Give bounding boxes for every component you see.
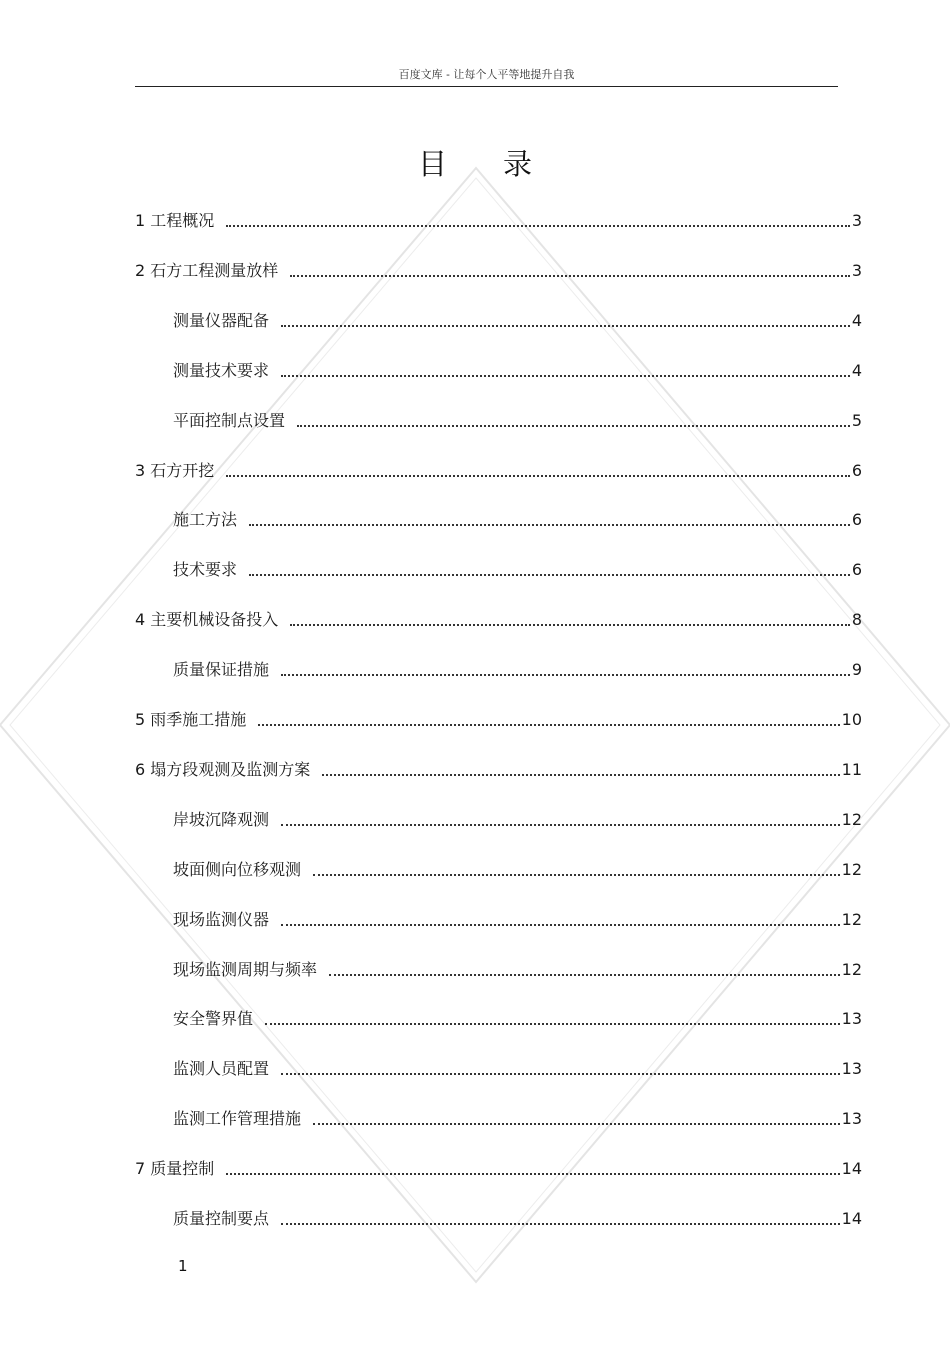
toc-entry[interactable] xyxy=(173,655,862,681)
toc-entry-page: 8 xyxy=(851,610,862,630)
toc-dot-leader xyxy=(226,225,850,227)
toc-entry-page: 4 xyxy=(851,310,862,330)
toc-entry[interactable] xyxy=(173,1104,862,1130)
toc-entry-label: 7 质量控制 xyxy=(135,1159,215,1179)
toc-entry[interactable] xyxy=(135,206,862,232)
toc-entry-page: 11 xyxy=(841,759,862,779)
toc-entry-label: 坡面侧向位移观测 xyxy=(173,859,302,879)
toc-entry-label: 3 石方开挖 xyxy=(135,460,215,480)
toc-entry-page: 13 xyxy=(841,1059,862,1079)
toc-entry-page: 10 xyxy=(841,710,862,729)
toc-dot-leader xyxy=(281,375,850,377)
toc-entry-label: 岸坡沉降观测 xyxy=(173,809,270,829)
toc-entry[interactable] xyxy=(173,1054,862,1080)
toc-entry[interactable] xyxy=(135,456,862,482)
toc-entry-label: 测量技术要求 xyxy=(173,360,270,380)
toc-entry[interactable] xyxy=(135,1154,862,1180)
toc-entry[interactable] xyxy=(173,1204,862,1230)
toc-dot-leader xyxy=(249,524,850,526)
toc-entry-page: 13 xyxy=(841,1109,862,1129)
toc-entry-label: 施工方法 xyxy=(173,510,238,530)
toc-entry[interactable] xyxy=(135,605,862,631)
toc-dot-leader xyxy=(329,974,840,976)
toc-entry-label: 监测人员配置 xyxy=(173,1059,270,1079)
toc-entry[interactable] xyxy=(173,855,862,881)
toc-entry-page: 6 xyxy=(851,510,862,530)
toc-entry-label: 技术要求 xyxy=(173,560,238,580)
toc-entry-label: 2 石方工程测量放样 xyxy=(135,260,279,280)
toc-dot-leader xyxy=(281,1073,840,1075)
toc-entry-label: 1 工程概况 xyxy=(135,211,215,230)
toc-dot-leader xyxy=(226,1173,839,1175)
toc-entry-page: 14 xyxy=(841,1209,862,1228)
toc-entry-label: 监测工作管理措施 xyxy=(173,1109,302,1129)
toc-dot-leader xyxy=(281,824,840,826)
toc-entry-page: 5 xyxy=(851,410,862,430)
toc-dot-leader xyxy=(290,624,850,626)
toc-entry-label: 4 主要机械设备投入 xyxy=(135,610,279,630)
toc-entry-page: 3 xyxy=(851,260,862,280)
toc-dot-leader xyxy=(313,1123,840,1125)
toc-entry[interactable] xyxy=(173,805,862,831)
toc-dot-leader xyxy=(226,475,850,477)
toc-entry-label: 安全警界值 xyxy=(173,1009,254,1029)
toc-dot-leader xyxy=(281,674,850,676)
header-divider xyxy=(135,86,838,87)
toc-entry[interactable] xyxy=(135,256,862,282)
toc-entry-label: 现场监测周期与频率 xyxy=(173,959,318,979)
toc-entry-label: 测量仪器配备 xyxy=(173,310,270,330)
toc-entry-page: 12 xyxy=(841,909,862,929)
toc-entry[interactable] xyxy=(173,356,862,382)
toc-entry-label: 质量保证措施 xyxy=(173,660,270,680)
toc-dot-leader xyxy=(297,425,850,427)
toc-entry[interactable] xyxy=(173,1004,862,1030)
toc-dot-leader xyxy=(281,325,850,327)
toc-entry-label: 现场监测仪器 xyxy=(173,909,270,929)
toc-entry-page: 6 xyxy=(851,560,862,580)
toc-entry-page: 4 xyxy=(851,360,862,380)
toc-entry[interactable] xyxy=(173,955,862,981)
toc-dot-leader xyxy=(249,574,850,576)
toc-entry-label: 平面控制点设置 xyxy=(173,410,286,430)
toc-entry-page: 13 xyxy=(841,1009,862,1029)
toc-dot-leader xyxy=(290,275,850,277)
toc-entry-page: 12 xyxy=(841,959,862,979)
toc-entry-page: 9 xyxy=(851,660,862,680)
toc-entry-page: 14 xyxy=(841,1159,862,1179)
toc-entry-label: 6 塌方段观测及监测方案 xyxy=(135,759,311,779)
page-number: 1 xyxy=(178,1257,188,1275)
toc-entry-page: 12 xyxy=(841,859,862,879)
toc-entry[interactable] xyxy=(173,406,862,432)
toc-entry[interactable] xyxy=(173,505,862,531)
toc-dot-leader xyxy=(281,924,840,926)
page-header: 百度文库 - 让每个人平等地提升自我 xyxy=(398,68,575,81)
toc-dot-leader xyxy=(281,1223,840,1225)
toc-entry-page: 3 xyxy=(851,211,862,230)
toc-entry[interactable] xyxy=(135,705,862,731)
toc-entry[interactable] xyxy=(173,306,862,332)
toc-dot-leader xyxy=(265,1023,840,1025)
toc-dot-leader xyxy=(322,774,839,776)
toc-entry-label: 质量控制要点 xyxy=(173,1209,270,1228)
toc-dot-leader xyxy=(313,874,840,876)
toc-entry-page: 12 xyxy=(841,809,862,829)
toc-entry[interactable] xyxy=(173,555,862,581)
page-title: 目录 xyxy=(417,147,588,181)
toc-entry-page: 6 xyxy=(851,460,862,480)
toc-entry[interactable] xyxy=(173,905,862,931)
toc-entry[interactable] xyxy=(135,755,862,781)
toc-dot-leader xyxy=(258,724,839,726)
toc-entry-label: 5 雨季施工措施 xyxy=(135,710,247,729)
